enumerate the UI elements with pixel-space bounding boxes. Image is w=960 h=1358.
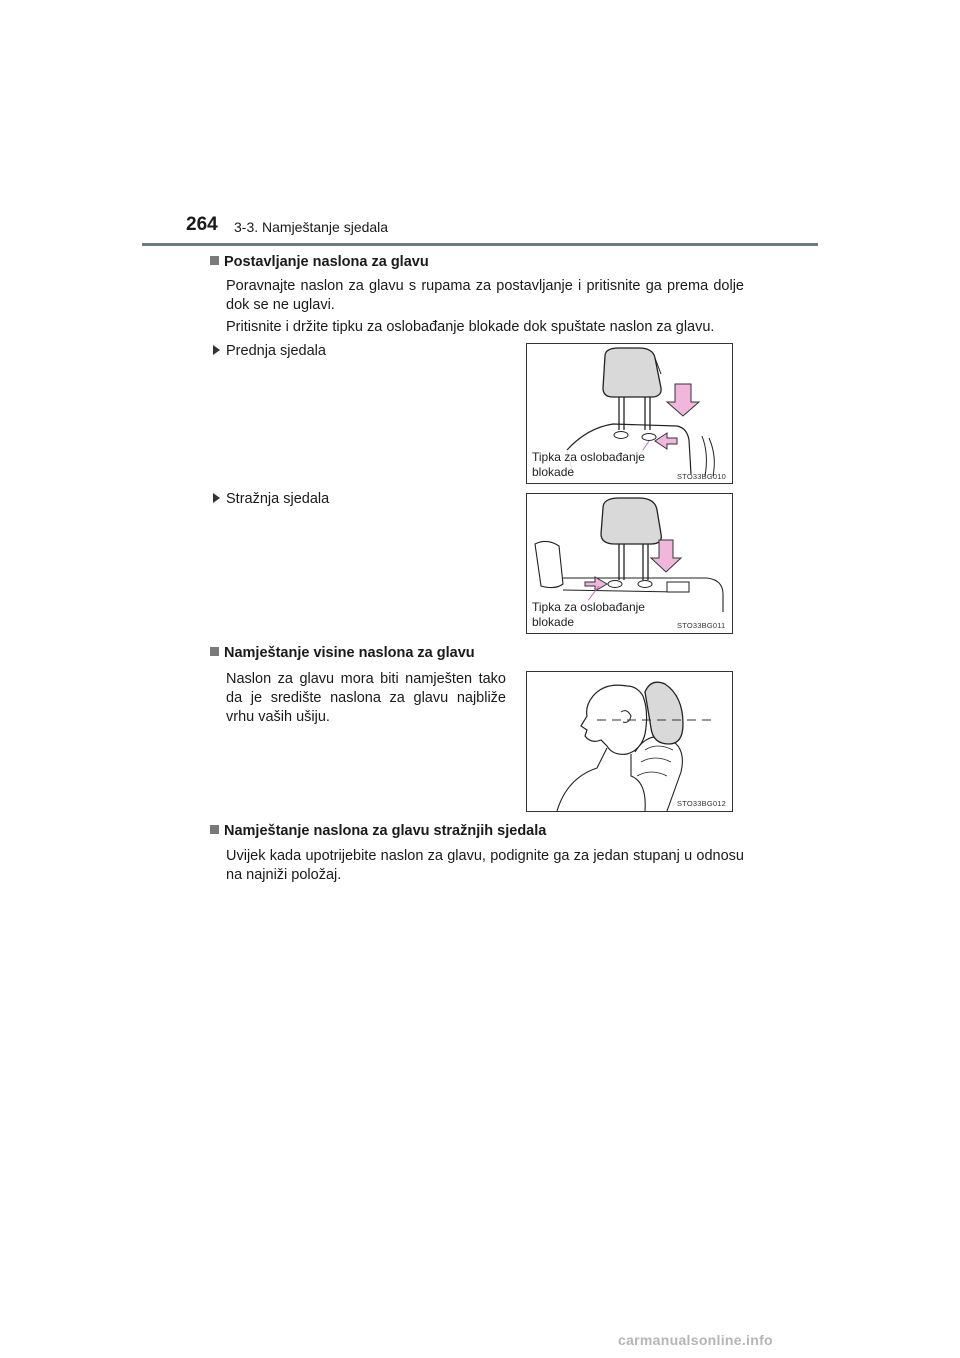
section-heading-install bbox=[210, 254, 429, 270]
page-number: 264 bbox=[186, 214, 218, 235]
paragraph-install-1: Poravnajte naslon za glavu s rupama za postavljanje i pritisnite ga prema dolje dok se ne uglavi. bbox=[226, 278, 744, 313]
list-item-front-seats bbox=[213, 342, 326, 361]
figure-code: STO33BG011 bbox=[677, 621, 726, 630]
section-heading-height bbox=[210, 645, 475, 661]
figure-headrest-height bbox=[526, 671, 733, 812]
list-item-label: Stražnja sjedala bbox=[226, 491, 330, 507]
heading-text: Postavljanje naslona za glavu bbox=[224, 254, 429, 270]
head-position-illustration bbox=[527, 672, 732, 811]
figure-label-release-button: Tipka za oslobađanje blokade bbox=[531, 600, 663, 630]
header-divider bbox=[142, 243, 818, 246]
square-bullet-icon bbox=[210, 647, 219, 656]
heading-text: Namještanje visine naslona za glavu bbox=[224, 645, 475, 661]
square-bullet-icon bbox=[210, 825, 219, 834]
paragraph-install-2: Pritisnite i držite tipku za oslobađanje blokade dok spuštate naslon za glavu. bbox=[226, 319, 715, 335]
figure-label-release-button: Tipka za oslobađanje blokade bbox=[531, 450, 663, 480]
list-item-label: Prednja sjedala bbox=[226, 343, 326, 359]
paragraph-rear-headrest: Uvijek kada upotrijebite naslon za glavu, podignite ga za jedan stupanj u odnosu na najniži položaj. bbox=[226, 848, 744, 883]
triangle-bullet-icon bbox=[213, 493, 220, 503]
figure-front-headrest bbox=[526, 343, 733, 484]
square-bullet-icon bbox=[210, 256, 219, 265]
heading-text: Namještanje naslona za glavu stražnjih sjedala bbox=[224, 823, 547, 839]
figure-code: STO33BG012 bbox=[677, 799, 726, 808]
section-title: 3-3. Namještanje sjedala bbox=[234, 219, 389, 235]
figure-code: STO33BG010 bbox=[677, 472, 726, 481]
triangle-bullet-icon bbox=[213, 345, 220, 355]
paragraph-height: Naslon za glavu mora biti namješten tako da je središte naslona za glavu najbliže vrhu vaših ušiju. bbox=[226, 671, 506, 725]
list-item-rear-seats bbox=[213, 490, 329, 509]
section-heading-rear-headrest bbox=[210, 823, 546, 839]
watermark: carmanualsonline.info bbox=[618, 1332, 773, 1348]
figure-rear-headrest bbox=[526, 493, 733, 634]
